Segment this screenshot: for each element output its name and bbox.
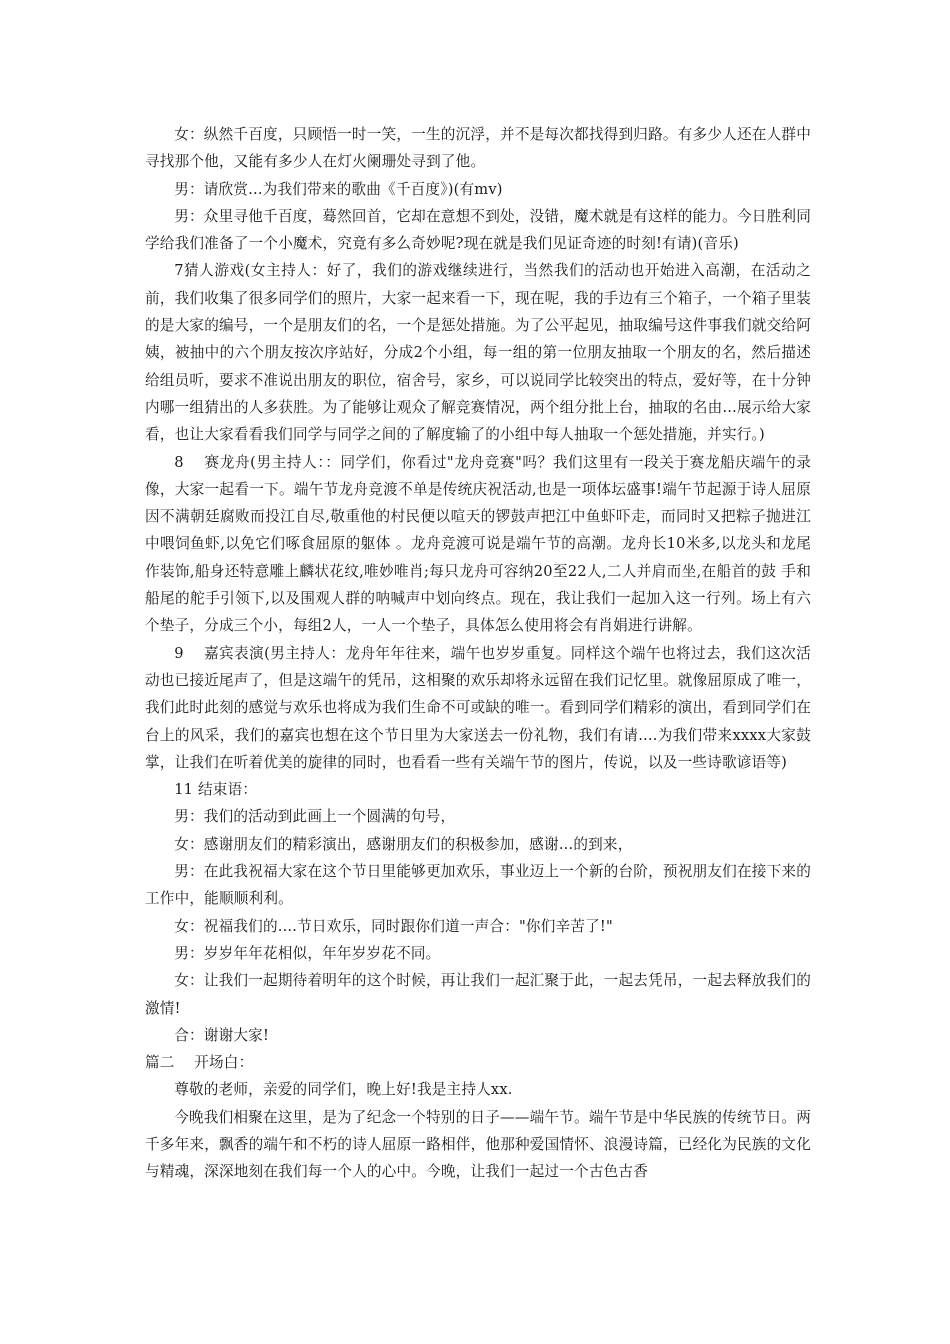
section-heading: 篇二 开场白：: [145, 1054, 254, 1072]
paragraph: 男：我们的活动到此画上一个圆满的句号，: [174, 808, 456, 826]
paragraph: 女：祝福我们的....节日欢乐，同时跟你们道一声合："你们辛苦了!": [174, 917, 613, 935]
paragraph: 男：在此我祝福大家在这个节日里能够更加欢乐，事业迈上一个新的台阶，预祝朋友们在接下来的工作中，能顺顺利利。: [145, 863, 811, 908]
paragraph: 女：感谢朋友们的精彩演出，感谢朋友们的积极参加，感谢...的到来，: [174, 835, 633, 853]
paragraph: 9 嘉宾表演(男主持人：龙舟年年往来，端午也岁岁重复。同样这个端午也将过去，我们这次活动也已接近尾声了，但是这端午的凭吊，这相聚的欢乐却将永远留在我们记忆里。就像屈原成了唯一，我们此时此刻的感觉与欢乐也将成为我们生命不可或缺的唯一。看到同学们精彩的演出，看到同学们在台上的风采，我们的嘉宾也想在这个节日里为大家送去一份礼物，我们有请....为我们带来xxxx大家鼓掌，让我们在听着优美的旋律的同时，也看看一些有关端午节的图片，传说，以及一些诗歌谚语等): [145, 644, 811, 771]
paragraph: 8 赛龙舟(男主持人：：同学们，你看过"龙舟竞赛"吗？我们这里有一段关于赛龙船庆端午的录像，大家一起看一下。端午节龙舟竞渡不单是传统庆祝活动,也是一项体坛盛事!端午节起源于诗人屈原因不满朝廷腐败而投江自尽,敬重他的村民便以喧天的锣鼓声把江中鱼虾吓走，而同时又把粽子抛进江中喂饲鱼虾,以免它们啄食屈原的躯体 。龙舟竞渡可说是端午节的高潮。龙舟长10米多,以龙头和龙尾作装饰,船身还特意雕上麟状花纹,唯妙唯肖;每只龙舟可容纳20至22人,二人并肩而坐,在船首的鼓 手和船尾的舵手引领下,以及围观人群的呐喊声中划向终点。现在，我让我们一起加入这一行列。场上有六个垫子，分成三个小，每组2人，一人一个垫子，具体怎么使用将会有肖娟进行讲解。: [145, 453, 811, 635]
paragraph: 男：请欣赏...为我们带来的歌曲《千百度》)(有mv): [174, 180, 503, 198]
paragraph: 合：谢谢大家!: [174, 1026, 270, 1044]
paragraph: 尊敬的老师，亲爱的同学们，晚上好!我是主持人xx.: [174, 1081, 513, 1099]
paragraph: 男：岁岁年年花相似，年年岁岁花不同。: [174, 944, 441, 962]
document-page: [145, 121, 811, 1186]
paragraph: 今晚我们相聚在这里，是为了纪念一个特别的日子——端午节。端午节是中华民族的传统节日。两千多年来，飘香的端午和不朽的诗人屈原一路相伴，他那种爱国情怀、浪漫诗篇，已经化为民族的文化与精魂，深深地刻在我们每一个人的心中。今晚，让我们一起过一个古色古香: [145, 1108, 811, 1181]
paragraph: 女：让我们一起期待着明年的这个时候，再让我们一起汇聚于此，一起去凭吊，一起去释放我们的激情!: [145, 972, 811, 1017]
paragraph: 女：纵然千百度，只顾悟一时一笑，一生的沉浮，并不是每次都找得到归路。有多少人还在人群中寻找那个他，又能有多少人在灯火阑珊处寻到了他。: [145, 126, 811, 171]
paragraph: 男：众里寻他千百度，蓦然回首，它却在意想不到处，没错，魔术就是有这样的能力。今日胜利同学给我们准备了一个小魔术，究竟有多么奇妙呢?现在就是我们见证奇迹的时刻!有请)(音乐): [145, 207, 811, 253]
paragraph: 7猜人游戏(女主持人：好了，我们的游戏继续进行，当然我们的活动也开始进入高潮，在活动之前，我们收集了很多同学们的照片，大家一起来看一下，现在呢，我的手边有三个箱子，一个箱子里装的是大家的编号，一个是朋友们的名，一个是惩处措施。为了公平起见，抽取编号这件事我们就交给阿姨，被抽中的六个朋友按次序站好，分成2个小组，每一组的第一位朋友抽取一个朋友的名，然后描述给组员听，要求不准说出朋友的职位，宿舍号，家乡，可以说同学比较突出的特点，爱好等，在十分钟内哪一组猜出的人多获胜。为了能够让观众了解竞赛情况，两个组分批上台，抽取的名由...展示给大家看，也让大家看看我们同学与同学之间的了解度输了的小组中每人抽取一个惩处措施，并实行。): [145, 262, 811, 444]
section-heading: 11 结束语：: [174, 781, 258, 799]
